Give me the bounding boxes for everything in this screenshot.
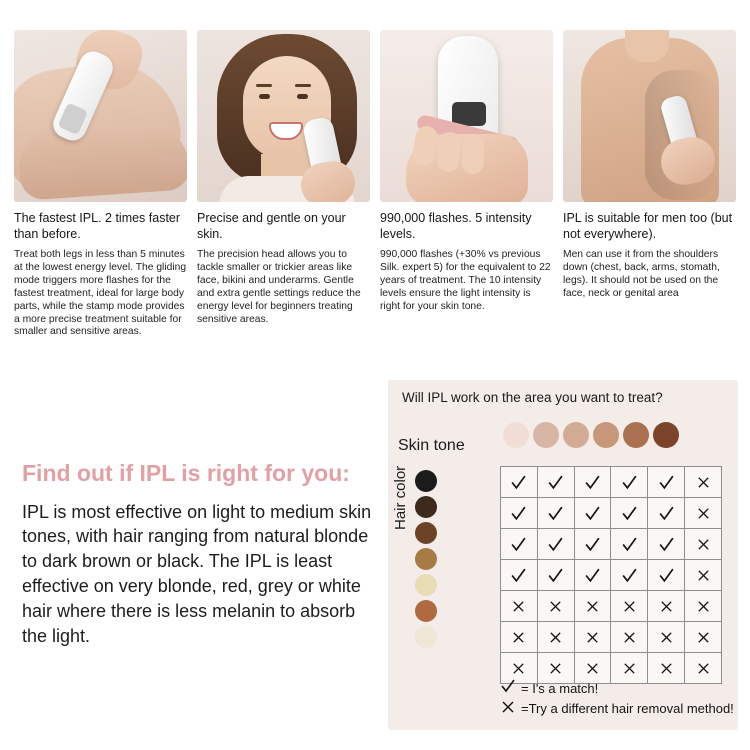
grid-cell-cross-icon bbox=[538, 591, 575, 622]
grid-cell-cross-icon bbox=[575, 591, 612, 622]
feature-card-2 bbox=[197, 30, 370, 339]
feature-card-3 bbox=[380, 30, 553, 339]
hair-color-swatch-white-grey bbox=[415, 626, 437, 648]
hair-color-swatch-blonde bbox=[415, 574, 437, 596]
skin-tone-axis-label: Skin tone bbox=[398, 437, 465, 454]
feature-body: 990,000 flashes (+30% vs previous Silk. expert 5) for the equivalent to 22 years of treatment. The 10 intensity levels ensure the light intensity is right for your skin tone. bbox=[380, 249, 551, 312]
grid-row bbox=[501, 560, 722, 591]
grid-cell-cross-icon bbox=[501, 622, 538, 653]
legend-match bbox=[500, 678, 734, 699]
feature-title: The fastest IPL. 2 times faster than before. bbox=[14, 211, 181, 241]
hair-color-swatch-brown bbox=[415, 522, 437, 544]
grid-cell-check-icon bbox=[575, 529, 612, 560]
hair-color-swatch-red bbox=[415, 600, 437, 622]
grid-cell-check-icon bbox=[611, 467, 648, 498]
grid-row bbox=[501, 498, 722, 529]
hair-color-swatch-light-brown bbox=[415, 548, 437, 570]
grid-cell-check-icon bbox=[501, 560, 538, 591]
compatibility-grid bbox=[500, 466, 722, 684]
find-out-block bbox=[22, 460, 382, 649]
grid-cell-cross-icon bbox=[685, 560, 722, 591]
feature-card-1 bbox=[14, 30, 187, 339]
grid-cell-check-icon bbox=[501, 467, 538, 498]
feature-body: Men can use it from the shoulders down (chest, back, arms, stomath, legs). It should not be used on the face, neck or genital area bbox=[563, 249, 720, 299]
find-out-body: IPL is most effective on light to medium skin tones, with hair ranging from natural blonde to dark brown or black. The IPL is least effective on very blonde, red, grey or white hair where there is less melanin to absorb the light. bbox=[22, 501, 372, 646]
grid-cell-check-icon bbox=[575, 560, 612, 591]
skin-tone-swatch-medium bbox=[593, 422, 619, 448]
grid-cell-cross-icon bbox=[685, 498, 722, 529]
feature-row bbox=[14, 30, 736, 339]
grid-cell-cross-icon bbox=[685, 622, 722, 653]
grid-cell-check-icon bbox=[648, 529, 685, 560]
grid-cell-cross-icon bbox=[501, 591, 538, 622]
legend-no-match bbox=[500, 699, 734, 720]
feature-body: The precision head allows you to tackle smaller or trickier areas like face, bikini and underarms. Gentle and extra gentle settings reduce the energy level for beginners treating sensitive areas. bbox=[197, 249, 361, 325]
grid-cell-check-icon bbox=[611, 560, 648, 591]
grid-cell-cross-icon bbox=[575, 622, 612, 653]
check-icon bbox=[500, 678, 516, 699]
grid-row bbox=[501, 467, 722, 498]
grid-cell-cross-icon bbox=[648, 591, 685, 622]
skin-tone-swatch-light bbox=[533, 422, 559, 448]
photo-woman-face-treatment bbox=[197, 30, 370, 202]
legend-match-label: = I's a match! bbox=[521, 680, 599, 696]
grid-cell-cross-icon bbox=[685, 467, 722, 498]
feature-title: 990,000 flashes. 5 intensity levels. bbox=[380, 211, 532, 241]
grid-cell-check-icon bbox=[538, 467, 575, 498]
grid-cell-cross-icon bbox=[685, 529, 722, 560]
photo-man-chest-treatment bbox=[563, 30, 736, 202]
grid-cell-cross-icon bbox=[648, 622, 685, 653]
grid-row bbox=[501, 591, 722, 622]
feature-title: IPL is suitable for men too (but not everywhere). bbox=[563, 211, 733, 241]
grid-cell-cross-icon bbox=[538, 622, 575, 653]
panel-title: Will IPL work on the area you want to treat? bbox=[402, 390, 663, 405]
grid-cell-check-icon bbox=[575, 498, 612, 529]
photo-leg-treatment bbox=[14, 30, 187, 202]
grid-cell-check-icon bbox=[501, 529, 538, 560]
grid-cell-check-icon bbox=[538, 498, 575, 529]
skin-tone-swatch-very-light bbox=[503, 422, 529, 448]
photo-hand-holding-device bbox=[380, 30, 553, 202]
cross-icon bbox=[500, 699, 516, 720]
legend-no-match-label: =Try a different hair removal method! bbox=[521, 701, 734, 717]
skin-tone-swatch-light-medium bbox=[563, 422, 589, 448]
grid-cell-check-icon bbox=[611, 498, 648, 529]
hair-color-axis-label: Hair color bbox=[392, 465, 409, 530]
grid-cell-check-icon bbox=[501, 498, 538, 529]
grid-cell-cross-icon bbox=[611, 622, 648, 653]
grid-cell-cross-icon bbox=[685, 591, 722, 622]
hair-color-swatch-black bbox=[415, 470, 437, 492]
skin-tone-swatch-dark bbox=[623, 422, 649, 448]
feature-title: Precise and gentle on your skin. bbox=[197, 211, 346, 241]
grid-cell-check-icon bbox=[648, 560, 685, 591]
feature-body: Treat both legs in less than 5 minutes at the lowest energy level. The gliding mode triggers more flashes for the fastest treatment, ideal for large body parts, while the stamp mode provides a more precise treatment suitable for smaller and sensitive areas. bbox=[14, 249, 187, 338]
hair-color-swatches bbox=[411, 470, 437, 648]
grid-cell-check-icon bbox=[538, 529, 575, 560]
grid-cell-check-icon bbox=[648, 498, 685, 529]
legend bbox=[500, 678, 734, 719]
grid-cell-check-icon bbox=[611, 529, 648, 560]
grid-row bbox=[501, 622, 722, 653]
grid-cell-check-icon bbox=[538, 560, 575, 591]
hair-color-swatch-dark-brown bbox=[415, 496, 437, 518]
grid-cell-cross-icon bbox=[611, 591, 648, 622]
skin-tone-swatch-very-dark bbox=[653, 422, 679, 448]
grid-cell-check-icon bbox=[648, 467, 685, 498]
ipl-suitability-panel bbox=[388, 380, 738, 730]
skin-tone-swatches bbox=[503, 422, 679, 448]
grid-cell-check-icon bbox=[575, 467, 612, 498]
feature-card-4 bbox=[563, 30, 736, 339]
find-out-title: Find out if IPL is right for you: bbox=[22, 460, 350, 486]
grid-row bbox=[501, 529, 722, 560]
